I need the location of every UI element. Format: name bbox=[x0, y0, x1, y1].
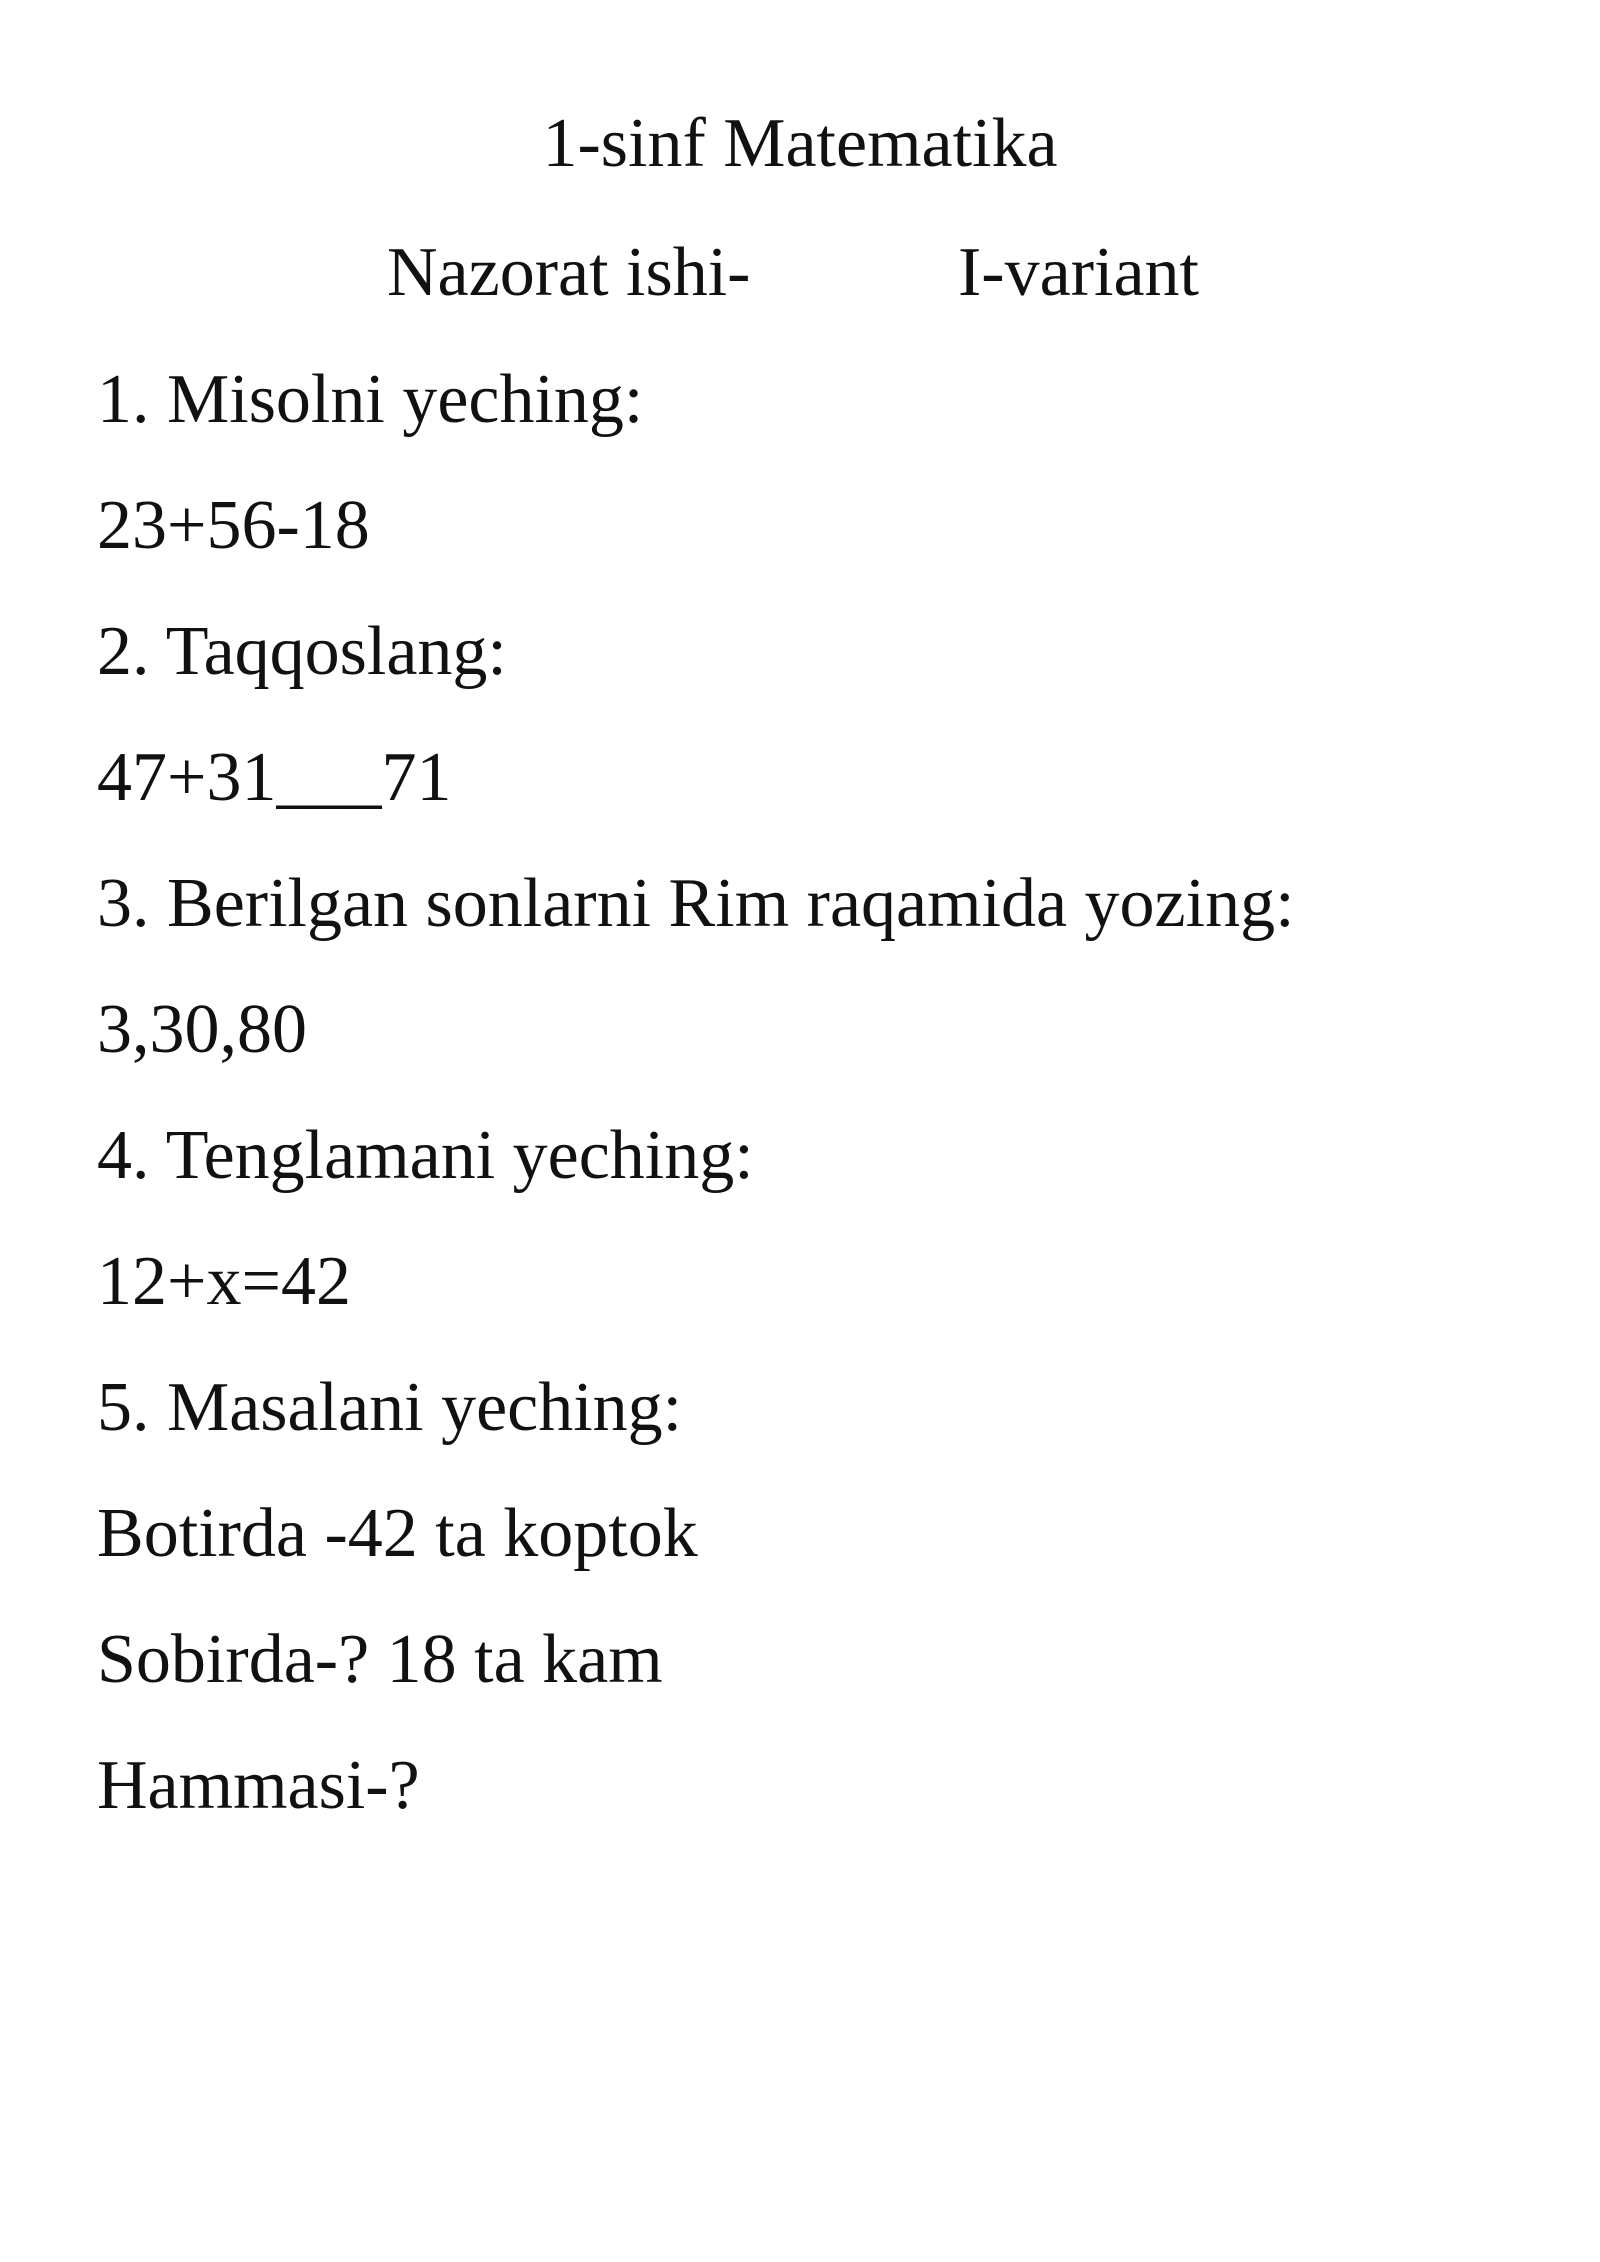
variant-label: I-variant bbox=[958, 234, 1199, 311]
task-3-numbers: 3,30,80 bbox=[97, 991, 307, 1068]
task-4-heading: 4. Tenglamani yeching: bbox=[97, 1117, 754, 1194]
task-3-heading: 3. Berilgan sonlarni Rim raqamida yozing: bbox=[97, 865, 1295, 942]
document-title: 1-sinf Matematika bbox=[542, 105, 1058, 182]
task-1-expression: 23+56-18 bbox=[97, 487, 370, 564]
task-1-heading: 1. Misolni yeching: bbox=[97, 361, 644, 438]
task-5-line-1: Botirda -42 ta koptok bbox=[97, 1495, 698, 1572]
test-name: Nazorat ishi- bbox=[387, 234, 751, 311]
task-2-heading: 2. Taqqoslang: bbox=[97, 613, 507, 690]
task-5-line-3: Hammasi-? bbox=[97, 1747, 420, 1824]
task-5-line-2: Sobirda-? 18 ta kam bbox=[97, 1621, 663, 1698]
task-2-expression: 47+31___71 bbox=[97, 739, 452, 816]
task-4-equation: 12+x=42 bbox=[97, 1243, 351, 1320]
task-5-heading: 5. Masalani yeching: bbox=[97, 1369, 683, 1446]
